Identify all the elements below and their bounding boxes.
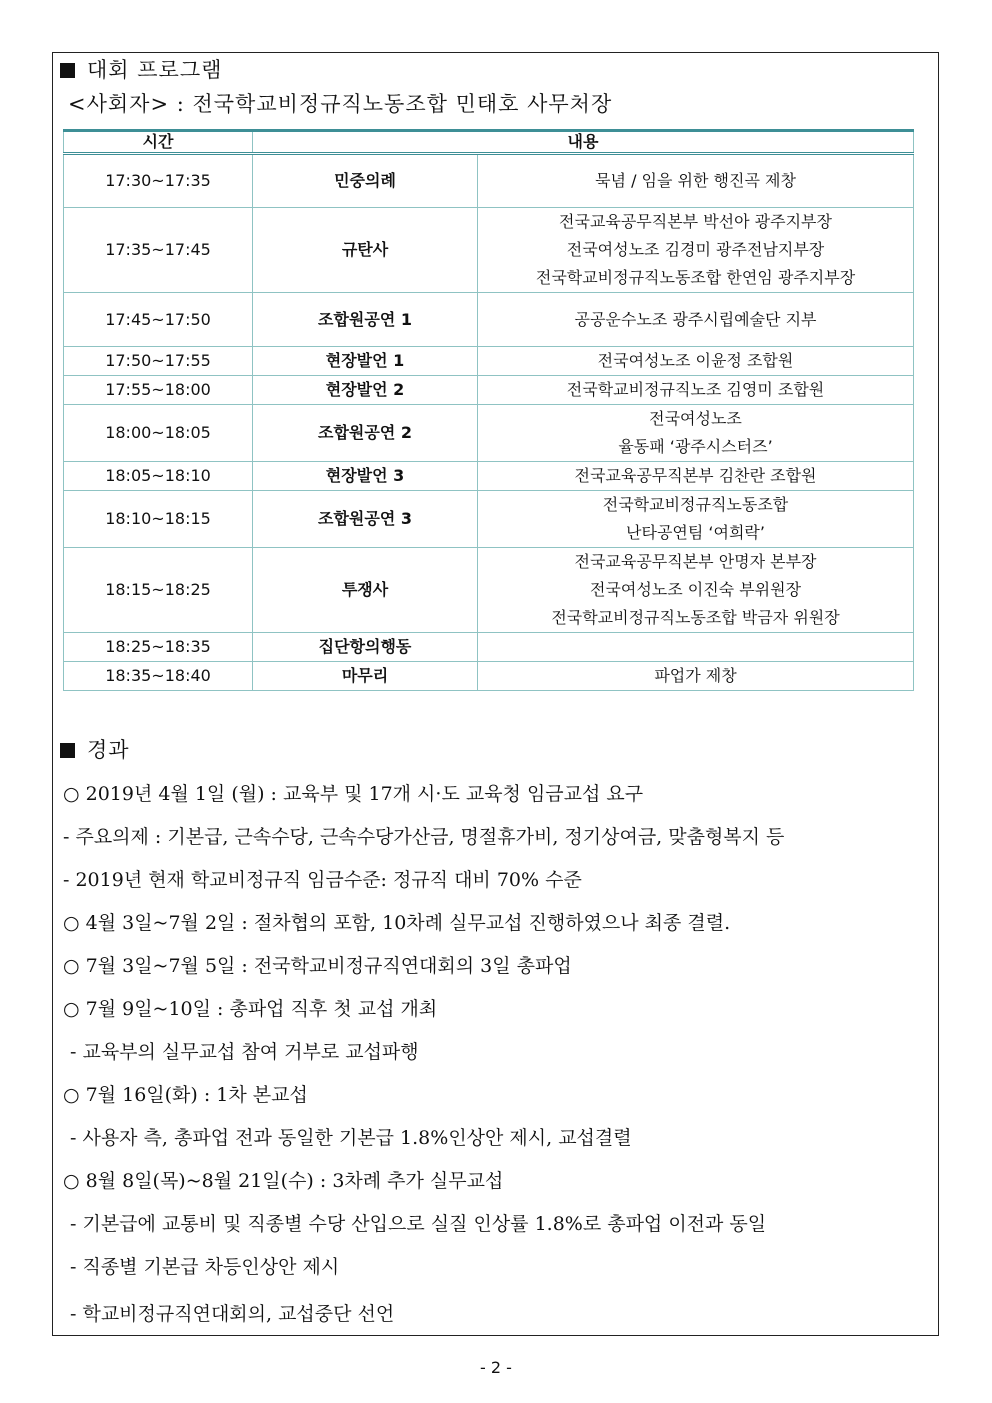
row-program: 현장발언 1 [253, 347, 478, 376]
list-item: ○ 2019년 4월 1일 (월) : 교육부 및 17개 시·도 교육청 임금교섭 요구 [63, 783, 644, 805]
row-time: 18:25~18:35 [64, 633, 253, 662]
moderator-line: <사회자> : 전국학교비정규직노동조합 민태호 사무처장 [68, 92, 613, 116]
list-item: ○ 7월 16일(화) : 1차 본교섭 [63, 1084, 308, 1106]
row-program: 조합원공연 3 [253, 491, 478, 548]
row-content: 파업가 제창 [478, 662, 914, 691]
row-time: 18:05~18:10 [64, 462, 253, 491]
table-row [64, 154, 914, 208]
row-program: 조합원공연 2 [253, 405, 478, 462]
row-content: 전국여성노조 율동패 ‘광주시스터즈’ [478, 405, 914, 462]
row-content: 전국학교비정규직노동조합 난타공연팀 ‘여희락’ [478, 491, 914, 548]
row-program: 마무리 [253, 662, 478, 691]
list-item: - 기본급에 교통비 및 직종별 수당 산입으로 실질 인상률 1.8%로 총파업 이전과 동일 [70, 1213, 767, 1235]
header-time: 시간 [64, 131, 253, 154]
list-item: - 사용자 측, 총파업 전과 동일한 기본급 1.8%인상안 제시, 교섭결렬 [70, 1127, 632, 1149]
row-time: 17:50~17:55 [64, 347, 253, 376]
list-item: - 2019년 현재 학교비정규직 임금수준: 정규직 대비 70% 수준 [63, 869, 582, 891]
black-square-icon [60, 743, 75, 758]
row-content: 공공운수노조 광주시립예술단 지부 [478, 293, 914, 347]
page-number: - 2 - [480, 1358, 512, 1377]
row-time: 18:15~18:25 [64, 548, 253, 633]
table-row [64, 491, 914, 548]
table-row [64, 293, 914, 347]
list-item: - 학교비정규직연대회의, 교섭중단 선언 [70, 1303, 395, 1325]
table-row [64, 405, 914, 462]
row-time: 17:35~17:45 [64, 208, 253, 293]
row-time: 18:10~18:15 [64, 491, 253, 548]
row-time: 17:55~18:00 [64, 376, 253, 405]
list-item: - 직종별 기본급 차등인상안 제시 [70, 1256, 340, 1278]
table-row [64, 376, 914, 405]
row-content: 전국교육공무직본부 박선아 광주지부장 전국여성노조 김경미 광주전남지부장 전국학교비정규직노동조합 한연임 광주지부장 [478, 208, 914, 293]
row-content: 전국학교비정규직노조 김영미 조합원 [478, 376, 914, 405]
list-item: ○ 7월 9일~10일 : 총파업 직후 첫 교섭 개최 [63, 998, 438, 1020]
list-item: ○ 7월 3일~7월 5일 : 전국학교비정규직연대회의 3일 총파업 [63, 955, 572, 977]
list-item: - 주요의제 : 기본급, 근속수당, 근속수당가산금, 명절휴가비, 정기상여금, 맞춤형복지 등 [63, 826, 785, 848]
table-row [64, 633, 914, 662]
row-time: 18:00~18:05 [64, 405, 253, 462]
list-item: ○ 4월 3일~7월 2일 : 절차협의 포함, 10차례 실무교섭 진행하였으나 최종 결렬. [63, 912, 731, 934]
row-program: 현장발언 3 [253, 462, 478, 491]
table-row [64, 208, 914, 293]
row-time: 18:35~18:40 [64, 662, 253, 691]
row-content: 묵념 / 임을 위한 행진곡 제창 [478, 154, 914, 208]
program-section-title: 대회 프로그램 [60, 54, 222, 84]
row-time: 17:30~17:35 [64, 154, 253, 208]
row-content: 전국교육공무직본부 안명자 본부장 전국여성노조 이진숙 부위원장 전국학교비정규직노동조합 박금자 위원장 [478, 548, 914, 633]
row-content: 전국여성노조 이윤정 조합원 [478, 347, 914, 376]
row-program: 투쟁사 [253, 548, 478, 633]
list-item: ○ 8월 8일(목)~8월 21일(수) : 3차례 추가 실무교섭 [63, 1170, 504, 1192]
program-table [63, 129, 914, 691]
row-time: 17:45~17:50 [64, 293, 253, 347]
black-square-icon [60, 63, 75, 78]
row-program: 민중의례 [253, 154, 478, 208]
list-item: - 교육부의 실무교섭 참여 거부로 교섭파행 [70, 1041, 419, 1063]
table-row [64, 347, 914, 376]
table-row [64, 662, 914, 691]
row-content [478, 633, 914, 662]
table-row [64, 548, 914, 633]
row-content: 전국교육공무직본부 김찬란 조합원 [478, 462, 914, 491]
header-content: 내용 [253, 131, 914, 154]
row-program: 조합원공연 1 [253, 293, 478, 347]
row-program: 집단항의행동 [253, 633, 478, 662]
row-program: 규탄사 [253, 208, 478, 293]
history-section-title: 경과 [60, 734, 130, 764]
table-row [64, 462, 914, 491]
row-program: 현장발언 2 [253, 376, 478, 405]
